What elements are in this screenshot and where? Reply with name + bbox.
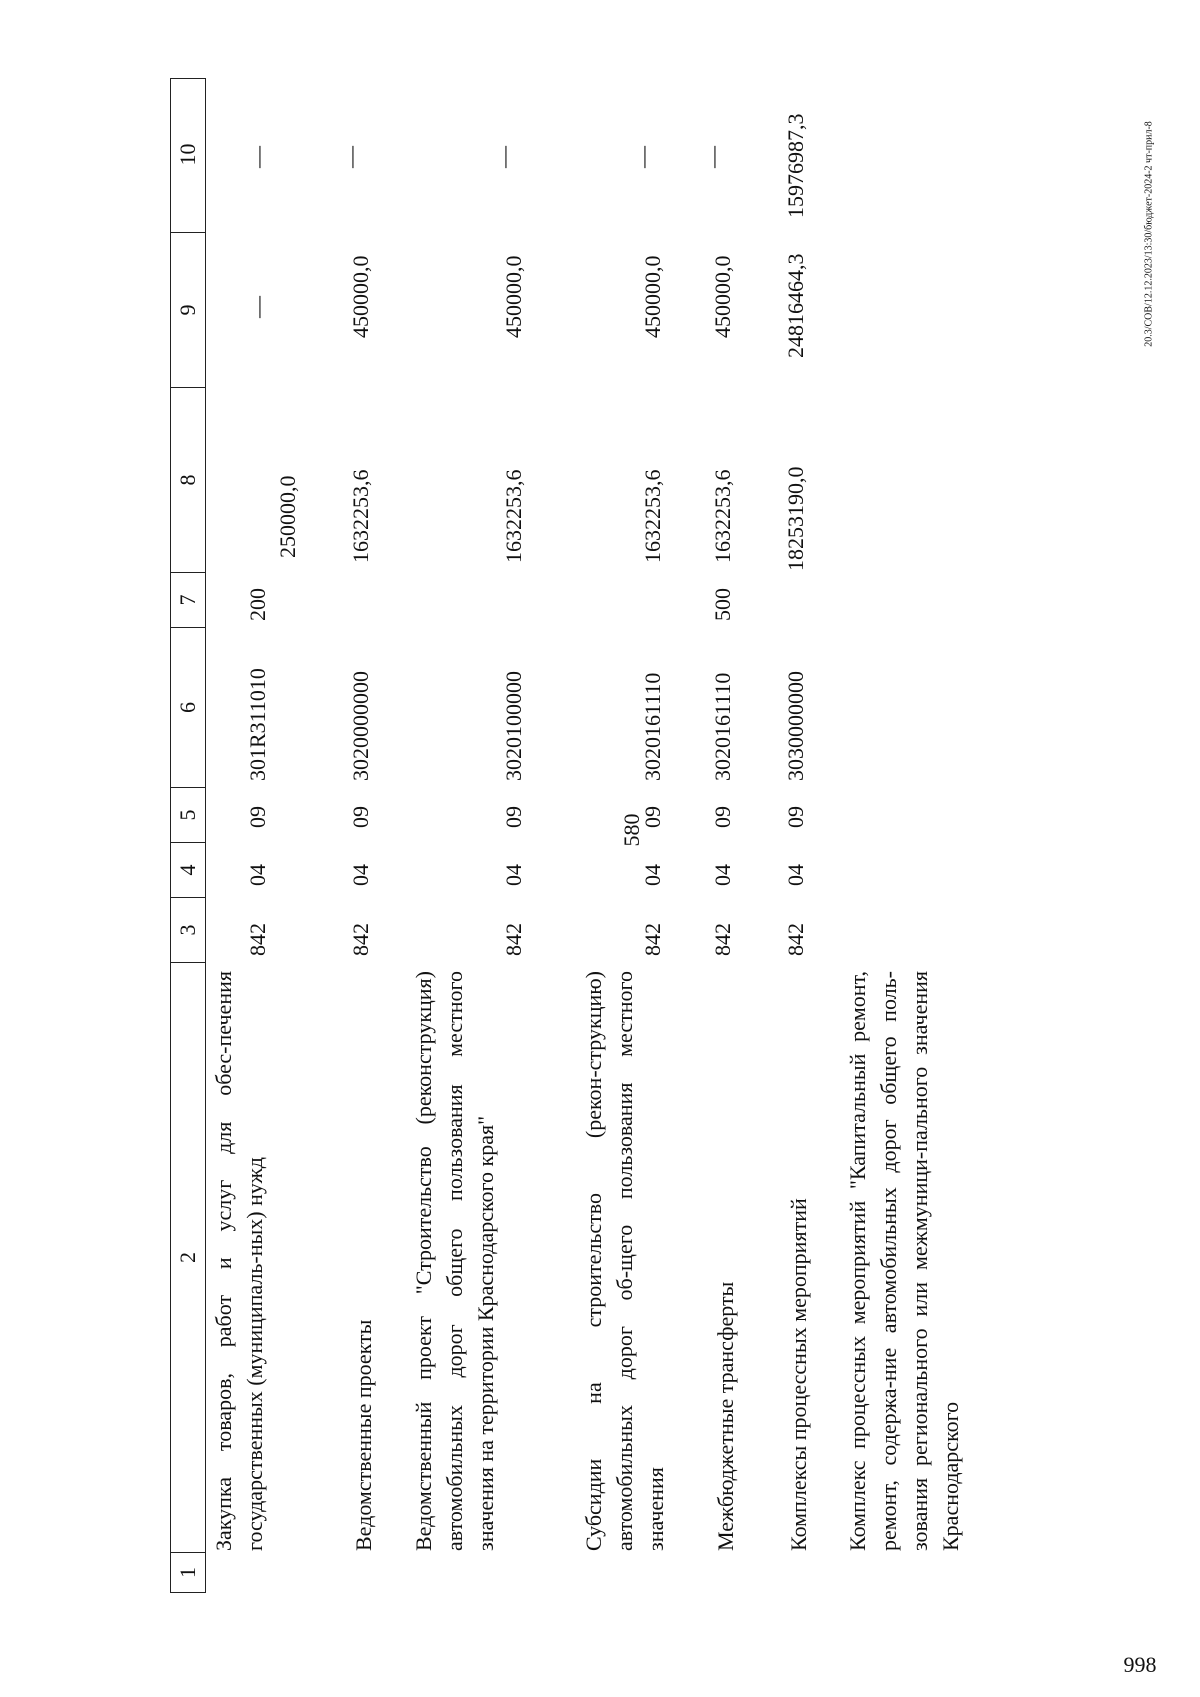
row-name: Межбюджетные трансферты	[713, 1281, 738, 1551]
header-col-10: 10	[175, 143, 200, 166]
cell-col4: 04	[501, 864, 526, 886]
cell-col5: 09	[710, 806, 735, 828]
cell-col7: 200	[245, 588, 270, 621]
cell-col10: —	[338, 146, 363, 168]
cell-col5: 09	[348, 806, 373, 828]
cell-col7: 500	[710, 588, 735, 621]
cell-col5: 09	[501, 806, 526, 828]
cell-col6: 3020100000	[501, 671, 526, 781]
cell-col10: 15976987,3	[783, 113, 808, 218]
budget-table	[170, 78, 963, 1593]
cell-col10: —	[491, 146, 516, 168]
cell-col9: 450000,0	[640, 255, 665, 338]
cell-col9: —	[245, 296, 270, 318]
cell-col10: —	[630, 146, 655, 168]
cell-col4: 04	[783, 864, 808, 886]
cell-col3: 842	[501, 923, 526, 956]
header-col-6: 6	[171, 627, 205, 787]
header-col-8: 8	[171, 387, 205, 572]
page-number-bottom: 998	[1123, 1652, 1157, 1677]
cell-col6: 3020000000	[348, 671, 373, 781]
cell-col9: 24816464,3	[783, 253, 808, 358]
cell-col9: 450000,0	[348, 255, 373, 338]
cell-col6: 3020161110	[640, 672, 665, 781]
cell-col6: 3030000000	[783, 671, 808, 781]
row-name: Комплексы процессных мероприятий	[786, 1198, 811, 1551]
cell-col4: 04	[640, 864, 665, 886]
row-name: Ведомственный проект "Строительство (реконструкция) автомобильных дорог общего пользования местного значения на территории Краснодарского края"	[411, 971, 498, 1551]
header-col-7: 7	[171, 572, 205, 627]
cell-col8: 18253190,0	[783, 466, 808, 571]
cell-col5: 09	[245, 806, 270, 828]
cell-col3: 842	[245, 923, 270, 956]
cell-col10: —	[700, 146, 725, 168]
cell-col6: 3020161110	[710, 672, 735, 781]
cell-col4: 04	[245, 864, 270, 886]
header-col-9: 9	[171, 232, 205, 387]
header-col-2: 2	[171, 962, 205, 1552]
cell-col8: 1632253,6	[640, 469, 665, 563]
cell-col9: 450000,0	[501, 255, 526, 338]
cell-col8: 1632253,6	[348, 469, 373, 563]
row-name: Комплекс процессных мероприятий "Капитальный ремонт, ремонт, содержа-ние автомобильных дорог общего поль-зования регионального или межмуници-пального значения Краснодарского	[845, 971, 963, 1551]
cell-col10: —	[245, 146, 270, 168]
cell-col3: 842	[710, 923, 735, 956]
cell-col8: 1632253,6	[710, 469, 735, 563]
cell-col5: 09	[640, 806, 665, 828]
cell-col6: 301R311010	[245, 668, 270, 781]
cell-col9: 450000,0	[710, 255, 735, 338]
cell-col4: 04	[710, 864, 735, 886]
cell-col3: 842	[783, 923, 808, 956]
document-footer-note: 20.3/СОВ/12.12.2023/13:30/бюджет-2024-2 чт-прил-8	[1143, 121, 1155, 347]
cell-col4: 04	[348, 864, 373, 886]
cell-col3: 842	[640, 923, 665, 956]
row-name: Ведомственные проекты	[351, 1319, 376, 1551]
header-col-5: 5	[171, 787, 205, 842]
row-name: Закупка товаров, работ и услуг для обес-печения государственных (муниципаль-ных) нужд	[211, 971, 267, 1551]
header-col-1: 1	[171, 1552, 205, 1592]
header-col-4: 4	[171, 842, 205, 897]
cell-col3: 842	[348, 923, 373, 956]
cell-col8: 1632253,6	[501, 469, 526, 563]
cell-col8: 250000,0	[275, 475, 300, 558]
table-header-row	[170, 78, 206, 1593]
header-col-3: 3	[171, 897, 205, 962]
page-number-top: 580	[619, 813, 644, 847]
cell-col5: 09	[783, 806, 808, 828]
row-name: Субсидии на строительство (рекон-струкцию) автомобильных дорог об-щего пользования местного значения	[581, 971, 668, 1551]
